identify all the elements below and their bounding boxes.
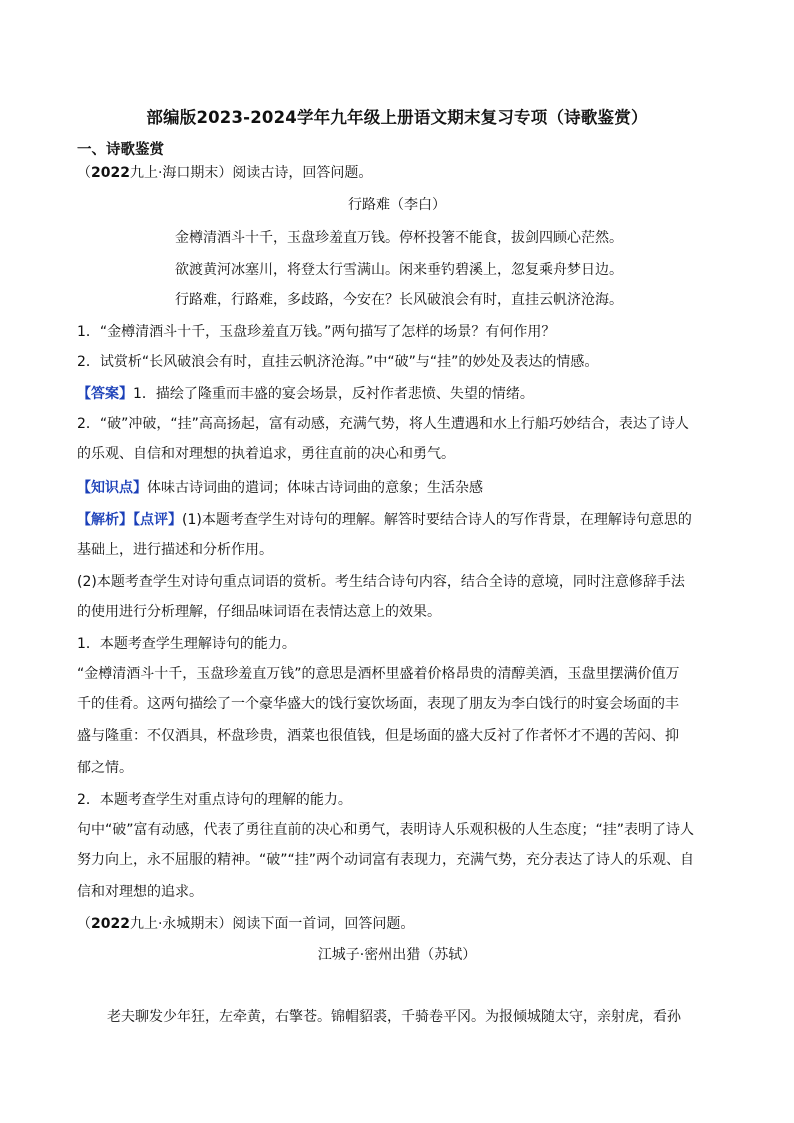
answer-tag: 【答案】 [77, 386, 133, 402]
question-item: 1．“金樽清酒斗十千，玉盘珍羞直万钱。”两句描写了怎样的场景？有何作用？ [77, 324, 556, 340]
question-source-2: （2022九上·永城期末）阅读下面一首词，回答问题。 [77, 916, 415, 932]
explanation-heading: 1．本题考查学生理解诗句的能力。 [77, 636, 296, 652]
comment-tag: 【点评】 [133, 512, 182, 528]
section-heading: 一、诗歌鉴赏 [77, 142, 164, 158]
poem-line: 老夫聊发少年狂，左牵黄，右擎苍。锦帽貂裘，千骑卷平冈。为报倾城随太守，亲射虎，看孙 [107, 1009, 681, 1025]
explanation-line: 努力向上，永不屈服的精神。“破”“挂”两个动词富有表现力，充满气势，充分表达了诗人的乐观、自 [77, 852, 695, 868]
explanation-line: 信和对理想的追求。 [77, 884, 203, 900]
question-source-1: （2022九上·海口期末）阅读古诗，回答问题。 [77, 165, 373, 181]
answer-line: 的乐观、自信和对理想的执着追求，勇往直前的决心和勇气。 [77, 446, 455, 462]
page-title: 部编版2023-2024学年九年级上册语文期末复习专项（诗歌鉴赏） [146, 108, 648, 127]
explanation-line: 郁之情。 [77, 760, 133, 776]
analysis-line: 【解析】【点评】(1)本题考查学生对诗句的理解。解答时要结合诗人的写作背景，在理解诗句意思的 [77, 512, 692, 528]
question-item: 2．试赏析“长风破浪会有时，直挂云帆济沧海。”中“破”与“挂”的妙处及表达的情感。 [77, 354, 599, 370]
explanation-line: 千的佳肴。这两句描绘了一个豪华盛大的饯行宴饮场面，表现了朋友为李白饯行的时宴会场面的丰 [77, 696, 679, 712]
answer-line: 2．“破”冲破，“挂”高高扬起，富有动感，充满气势，将人生遭遇和水上行船巧妙结合，表达了诗人 [77, 416, 689, 432]
poem-title-1: 行路难（李白） [348, 197, 446, 213]
analysis-line: (2)本题考查学生对诗句重点词语的赏析。考生结合诗句内容，结合全诗的意境，同时注意修辞手法 [77, 574, 685, 590]
knowledge-line: 【知识点】体味古诗词曲的遣词；体味古诗词曲的意象；生活杂感 [77, 480, 483, 496]
explanation-line: 盛与隆重：不仅酒具，杯盘珍贵，酒菜也很值钱，但是场面的盛大反衬了作者怀才不遇的苦闷、抑 [77, 728, 679, 744]
poem-line: 行路难，行路难，多歧路，今安在？长风破浪会有时，直挂云帆济沧海。 [175, 292, 623, 308]
explanation-line: “金樽清酒斗十千，玉盘珍羞直万钱”的意思是酒杯里盛着价格昂贵的清醇美酒，玉盘里摆满价值万 [77, 666, 680, 682]
analysis-line: 的使用进行分析理解，仔细品味词语在表情达意上的效果。 [77, 604, 441, 620]
analysis-tag: 【解析】 [77, 512, 133, 528]
answer-line: 【答案】1．描绘了隆重而丰盛的宴会场景，反衬作者悲愤、失望的情绪。 [77, 386, 534, 402]
poem-line: 欲渡黄河冰塞川，将登太行雪满山。闲来垂钓碧溪上，忽复乘舟梦日边。 [175, 262, 623, 278]
poem-line: 金樽清酒斗十千，玉盘珍羞直万钱。停杯投箸不能食，拔剑四顾心茫然。 [175, 230, 623, 246]
poem-title-2: 江城子·密州出猎（苏轼） [317, 947, 477, 963]
explanation-line: 句中“破”富有动感，代表了勇往直前的决心和勇气，表明诗人乐观积极的人生态度；“挂”表明了诗人 [77, 822, 695, 838]
knowledge-tag: 【知识点】 [77, 480, 147, 496]
analysis-line: 基础上，进行描述和分析作用。 [77, 542, 273, 558]
explanation-heading: 2．本题考查学生对重点诗句的理解的能力。 [77, 792, 352, 808]
